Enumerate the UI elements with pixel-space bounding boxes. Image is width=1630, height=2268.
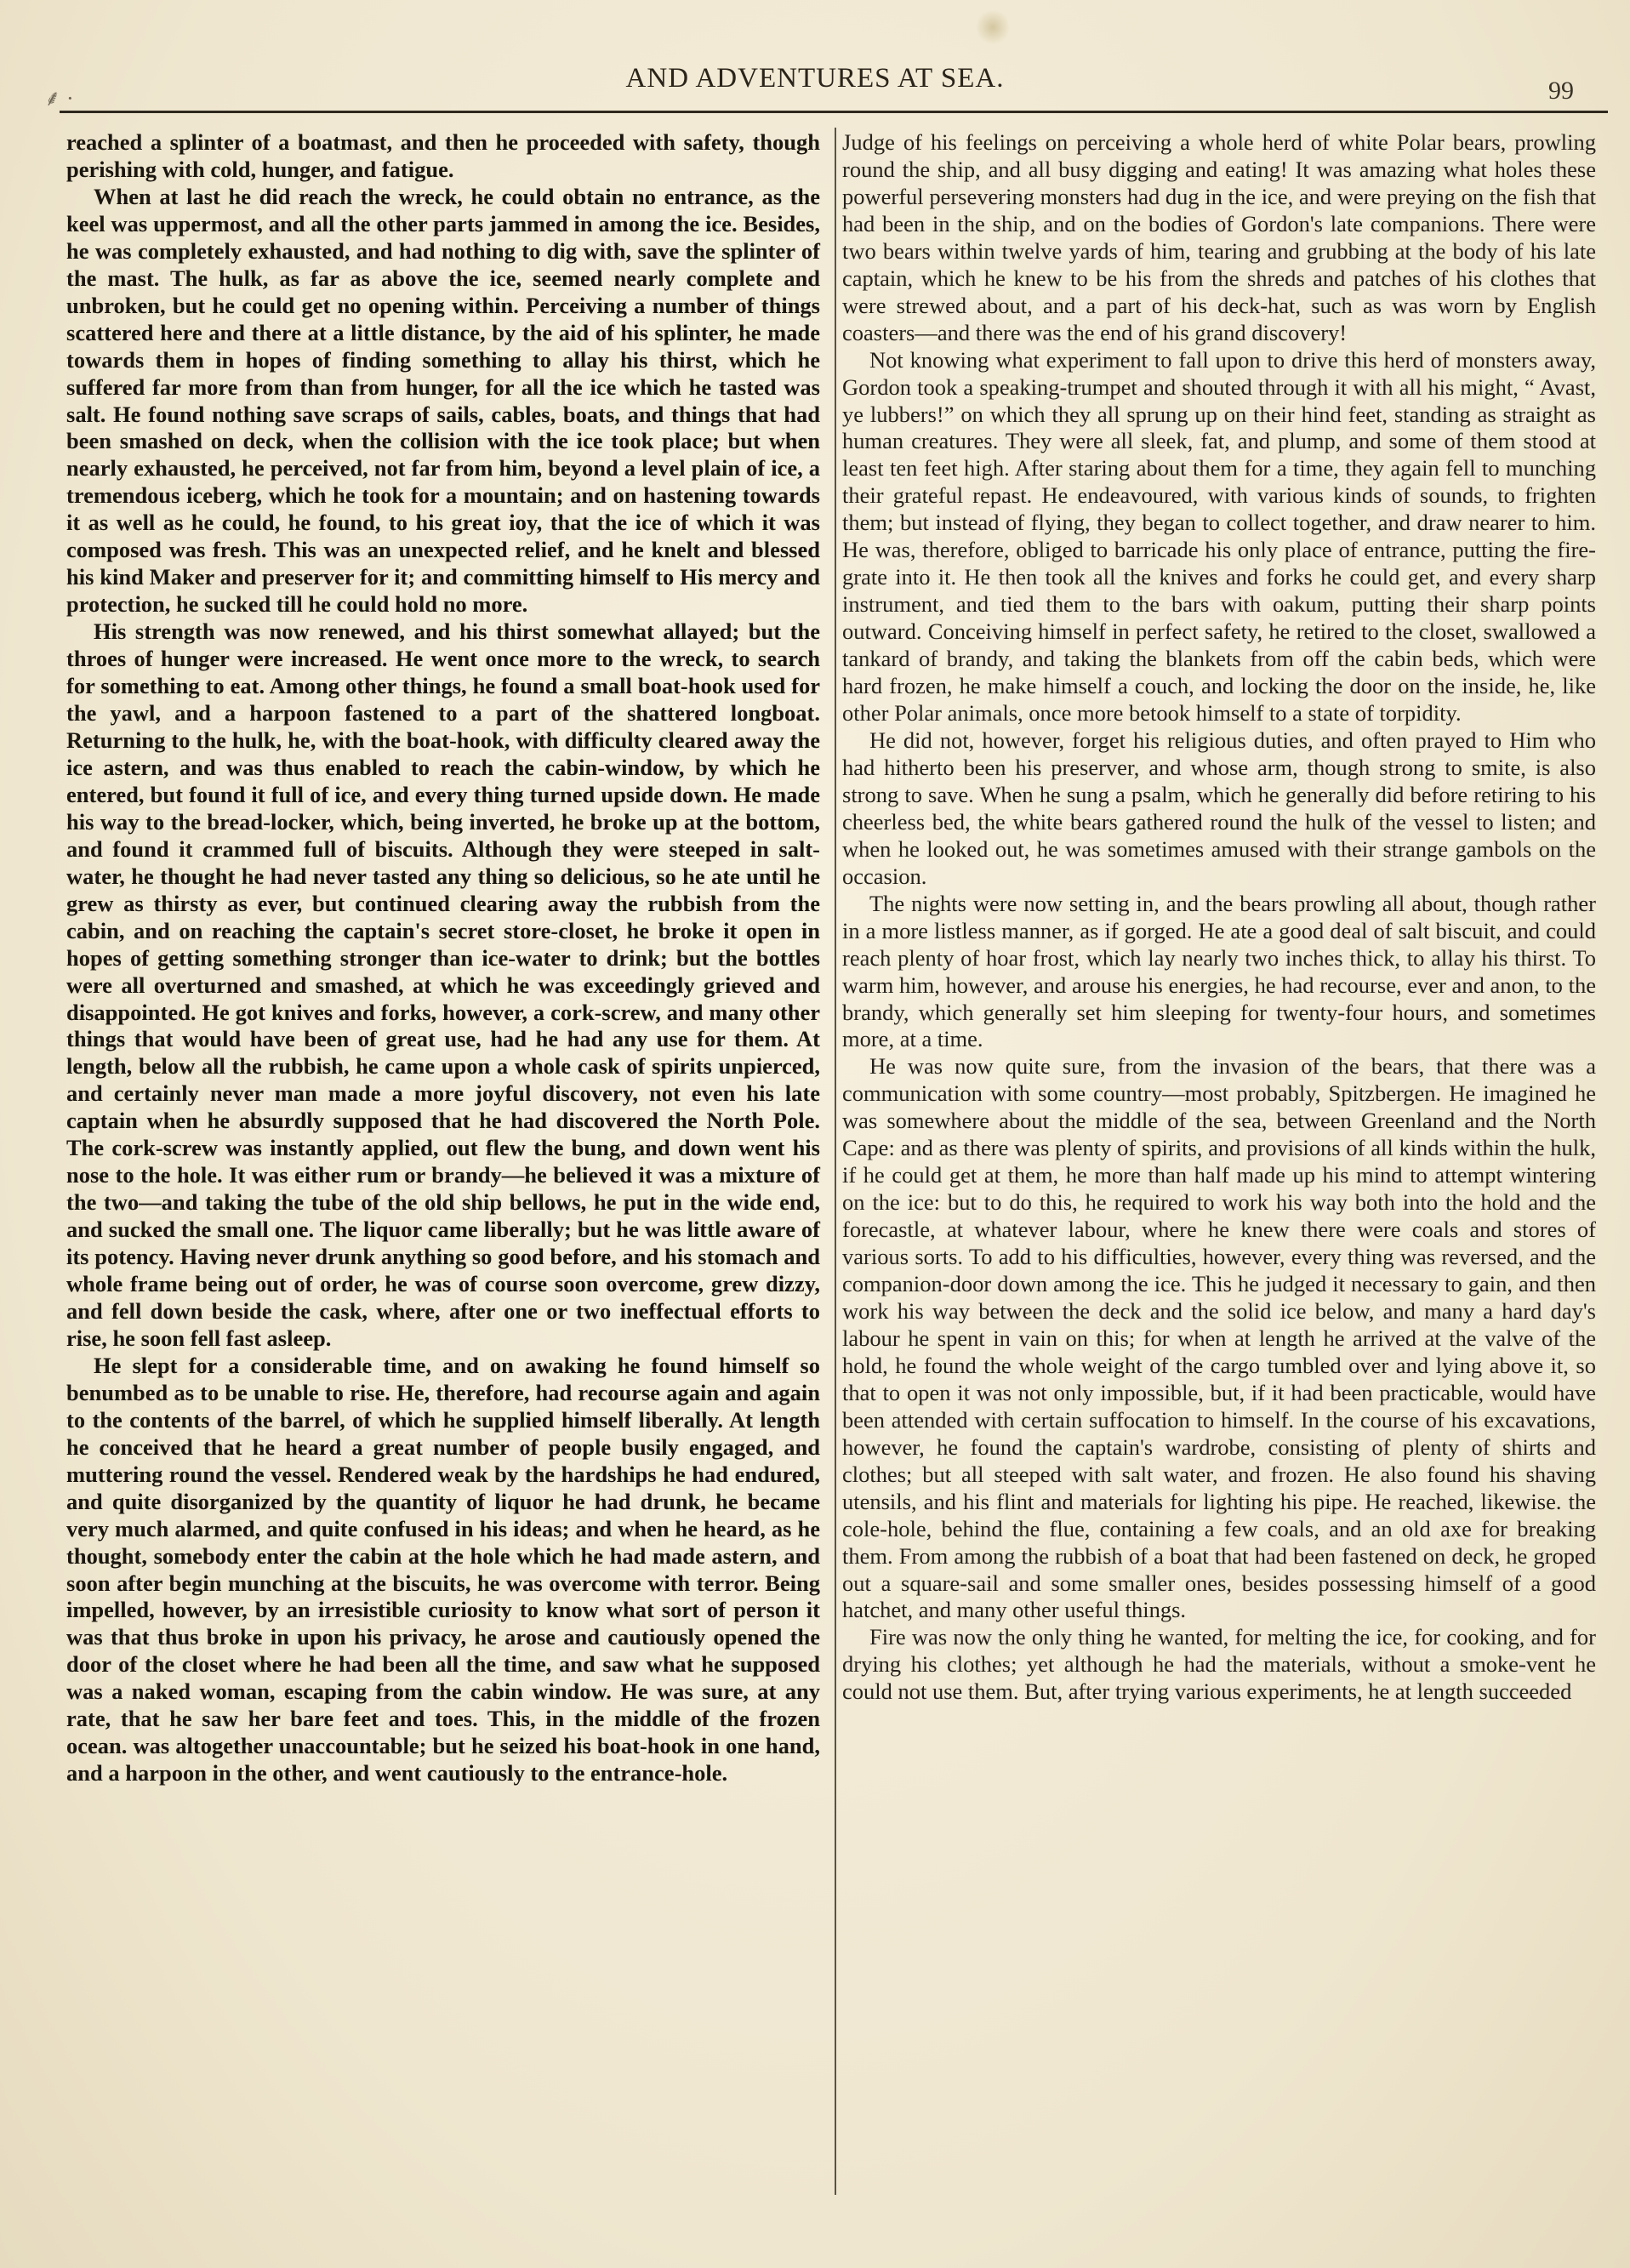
paragraph: Fire was now the only thing he wanted, for melting the ice, for cooking, and for drying his clothes; yet although he had the materials, without a smoke-vent he could not use them. But, after trying various experiments, he at length succeeded [842,1624,1596,1705]
paragraph: His strength was now renewed, and his thirst somewhat allayed; but the throes of hunger were increased. He went once more to the wreck, to search for something to eat. Among other things, he found a small boat-hook used for the yawl, and a harpoon fastened to a part of the shattered longboat. Returning to the hulk, he, with the boat-hook, with difficulty cleared away the ice astern, and was thus enabled to reach the cabin-window, by which he entered, but found it full of ice, and every thing turned upside down. He made his way to the bread-locker, which, being inverted, he broke up at the bottom, and found it crammed full of biscuits. Although they were steeped in salt-water, he thought he had never tasted any thing so delicious, so he ate until he grew as thirsty as ever, but continued clearing away the rubbish from the cabin, and on reaching the captain's secret store-closet, he broke it open in hopes of getting something stronger than ice-water to drink; but the bottles were all overturned and smashed, at which he was exceedingly grieved and disappointed. He got knives and forks, however, a cork-screw, and many other things that would have been of great use, had he had any use for them. At length, below all the rubbish, he came upon a whole cask of spirits unpierced, and certainly never man made a more joyful discovery, not even his late captain when he absurdly supposed that he had discovered the North Pole. The cork-screw was instantly applied, out flew the bung, and down went his nose to the hole. It was either rum or brandy—he believed it was a mixture of the two—and taking the tube of the old ship bellows, he put in the wide end, and sucked the small one. The liquor came liberally; but he was little aware of its potency. Having never drunk anything so good before, and his stomach and whole frame being out of order, he was of course soon overcome, grew dizzy, and fell down beside the cask, where, after one or two ineffectual efforts to rise, he soon fell fast asleep. [66,618,820,1351]
paragraph: When at last he did reach the wreck, he could obtain no entrance, as the keel was uppermost, and all the other parts jammed in among the ice. Besides, he was completely exhausted, and had nothing to dig with, save the splinter of the mast. The hulk, as far as above the ice, seemed nearly complete and unbroken, but he could get no opening within. Perceiving a number of things scattered here and there at a little distance, by the aid of his splinter, he made towards them in hopes of finding something to allay his thirst, which he suffered far more from than from hunger, for all the ice which he tasted was salt. He found nothing save scraps of sails, cables, boats, and things that had been smashed on deck, when the collision with the ice took place; but when nearly exhausted, he perceived, not far from him, beyond a level plain of ice, a tremendous iceberg, which he took for a mountain; and on hastening towards it as well as he could, he found, to his great ioy, that the ice of which it was composed was fresh. This was an unexpected relief, and he knelt and blessed his kind Maker and preserver for it; and committing himself to His mercy and protection, he sucked till he could hold no more. [66,183,820,618]
right-column [842,129,1596,1706]
paragraph: He did not, however, forget his religious duties, and often prayed to Him who had hitherto been his preserver, and whose arm, though strong to smite, is also strong to save. When he sung a psalm, which he generally did before retiring to his cheerless bed, the white bears gathered round the hulk of the vessel to listen; and when he looked out, he was sometimes amused with their strange gambols on the occasion. [842,727,1596,889]
paragraph: Judge of his feelings on perceiving a whole herd of white Polar bears, prowling round the ship, and all busy digging and eating! It was amazing what holes these powerful persevering monsters had dug in the ice, and were preying on the fish that had been in the ship, and on the bodies of Gordon's late companions. There were two bears within twelve yards of him, tearing and grubbing at the body of his late captain, which he knew to be his from the shreds and patches of his clothes that were strewed about, and a part of his deck-hat, such as was worn by English coasters—and there was the end of his grand discovery! [842,129,1596,345]
paper-stain [977,9,1009,46]
column-divider [835,128,836,2195]
header-rule [60,111,1608,113]
page-number: 99 [1548,77,1574,105]
running-title: AND ADVENTURES AT SEA. [625,63,1005,94]
left-column [66,129,820,1787]
paragraph: He was now quite sure, from the invasion of the bears, that there was a communication with some country—most probably, Spitzbergen. He imagined he was somewhere about the middle of the sea, between Greenland and the North Cape: and as there was plenty of spirits, and provisions of all kinds within the hulk, if he could get at them, he more than half made up his mind to attempt wintering on the ice: but to do this, he required to work his way both into the hold and the forecastle, at whatever labour, where he knew there were coals and stores of various sorts. To add to his difficulties, however, every thing was reversed, and the companion-door down among the ice. This he judged it necessary to gain, and then work his way between the deck and the solid ice below, and many a hard day's labour he spent in vain on this; for when at length he arrived at the valve of the hold, he found the whole weight of the cargo tumbled over and lying above it, so that to open it was not only impossible, but, if it had been practicable, would have been attended with certain suffocation to himself. In the course of his excavations, however, he found the captain's wardrobe, consisting of plenty of shirts and clothes; but all steeped with salt water, and frozen. He also found his shaving utensils, and his flint and materials for lighting his pipe. He reached, likewise. the cole-hole, behind the flue, containing a few coals, and an old axe for breaking them. From among the rubbish of a boat that had been fastened on deck, he groped out a square-sail and some smaller ones, besides possessing himself of a good hatchet, and many other useful things. [842,1053,1596,1623]
page-header [0,60,1630,111]
paragraph: reached a splinter of a boatmast, and then he proceeded with safety, though perishing with cold, hunger, and fatigue. [66,129,820,182]
paragraph: He slept for a considerable time, and on awaking he found himself so benumbed as to be unable to rise. He, therefore, had recourse again and again to the contents of the barrel, of which he supplied himself liberally. At length he conceived that he heard a great number of people busily engaged, and muttering round the vessel. Rendered weak by the hardships he had endured, and quite disorganized by the quantity of liquor he had drunk, he became very much alarmed, and quite confused in his ideas; and when he heard, as he thought, somebody enter the cabin at the hole which he had made astern, and soon after begin munching at the biscuits, he was overcome with terror. Being impelled, however, by an irresistible curiosity to know what sort of person it was that thus broke in upon his privacy, he arose and cautiously opened the door of the closet where he had been all the time, and saw what he supposed was a naked woman, escaping from the cabin window. He was sure, at any rate, that he saw her bare feet and toes. This, in the middle of the frozen ocean. was altogether unaccountable; but he seized his boat-hook in one hand, and a harpoon in the other, and went cautiously to the entrance-hole. [66,1352,820,1786]
paragraph: Not knowing what experiment to fall upon to drive this herd of monsters away, Gordon took a speaking-trumpet and shouted through it with all his might, “ Avast, ye lubbers!” on which they all sprung up on their hind feet, standing as straight as human creatures. They were all sleek, fat, and plump, and some of them stood at least ten feet high. After staring about them for a time, they again fell to munching their grateful repast. He endeavoured, with various kinds of sounds, to frighten them; but instead of flying, they began to collect together, and draw nearer to him. He was, therefore, obliged to barricade his only place of entrance, putting the fire-grate into it. He then took all the knives and forks he could get, and every sharp instrument, and tied them to the bars with oakum, putting their sharp points outward. Conceiving himself in perfect safety, he retired to the closet, swallowed a tankard of brandy, and taking the blankets from off the cabin beds, which were hard frozen, he make himself a couch, and locking the door on the inside, he, like other Polar animals, once more betook himself to a state of torpidity. [842,346,1596,727]
paragraph: The nights were now setting in, and the bears prowling all about, though rather in a more listless manner, as if gorged. He ate a good deal of salt biscuit, and could reach plenty of hoar frost, which lay nearly two inches thick, to allay his thirst. To warm him, however, and arouse his energies, he had recourse, ever and anon, to the brandy, which generally set him sleeping for twenty-four hours, and sometimes more, at a time. [842,890,1596,1052]
ornament-glyph: ⸙ · [44,86,74,111]
